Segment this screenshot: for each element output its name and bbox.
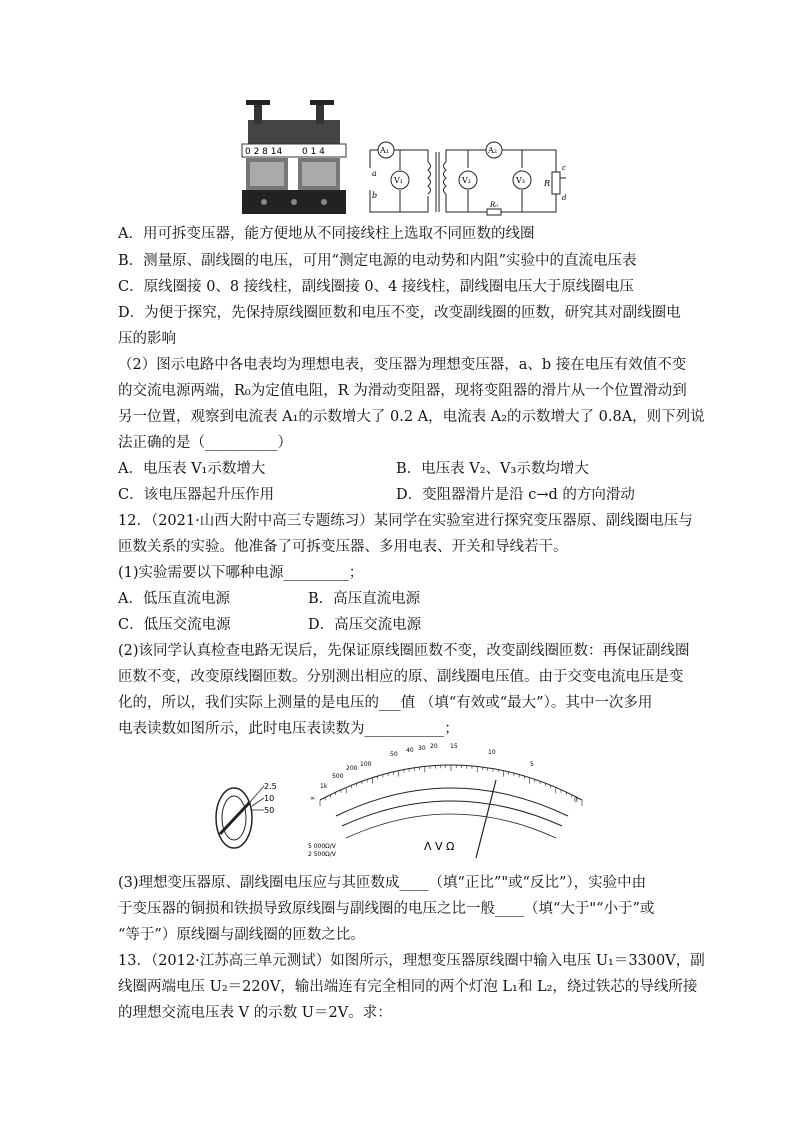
q13-line2: 线圈两端电压 U₂＝220V，输出端连有完全相同的两个灯泡 L₁和 L₂，绕过铁芯的导线所接 [118, 979, 698, 995]
q12-sub3-line3: “等于”）原线圈与副线圈的匝数之比。 [118, 927, 365, 943]
meter-scale-20: 20 [430, 743, 438, 750]
q12-sub1-option-a: A．低压直流电源 [118, 591, 230, 607]
transformer-photo [240, 98, 348, 216]
transformer-circuit-diagram [360, 132, 582, 220]
meter-label-5000: 5 000Ω/V [308, 843, 336, 850]
meter-symbols: Λ V Ω [424, 840, 455, 853]
circuit-b: b [372, 191, 378, 200]
q12-sub1-option-c: C．低压交流电源 [118, 617, 231, 633]
meter-scale-15: 15 [450, 743, 458, 750]
meter-scale-30: 30 [418, 745, 426, 752]
q12-sub1: (1)实验需要以下哪种电源_________； [118, 565, 364, 581]
q11-part2-option-a: A．电压表 V₁示数增大 [118, 461, 266, 477]
circuit-A2: A₂ [488, 146, 497, 155]
circuit-R: R [544, 179, 551, 188]
meter-label-2500: 2 500Ω/V [308, 851, 336, 858]
dial-label-50: 50 [264, 806, 275, 815]
q13-line1: 13．（2012·江苏高三单元测试）如图所示，理想变压器原线圈中输入电压 U₁＝3300V，副 [118, 953, 705, 969]
q12-sub2-line4: 电表读数如图所示，此时电压表读数为___________； [118, 721, 459, 737]
circuit-V3: V₃ [516, 176, 525, 185]
circuit-A1: A₁ [380, 146, 389, 155]
photo-terminals-right: 0 1 4 [302, 147, 325, 157]
q11-option-b: B．测量原、副线圈的电压，可用“测定电源的电动势和内阻”实验中的直流电压表 [118, 253, 637, 269]
circuit-c: c [562, 164, 566, 172]
circuit-R0: R₀ [490, 201, 499, 209]
photo-terminals-left: 0 2 8 14 [245, 147, 283, 157]
q12-heading-line2: 匝数关系的实验。他准备了可拆变压器、多用电表、开关和导线若干。 [118, 539, 568, 555]
meter-scale-0: 0 [574, 797, 578, 804]
q11-part2-option-b: B．电压表 V₂、V₃示数均增大 [396, 461, 589, 477]
q11-part2-option-c: C．该电压器起升压作用 [118, 487, 275, 503]
meter-scale-1k: 1k [320, 783, 328, 790]
multimeter-range-dial [212, 762, 284, 856]
meter-scale-100: 100 [360, 761, 372, 768]
meter-scale-500: 500 [332, 773, 344, 780]
q12-sub1-option-d: D．高压交流电源 [308, 617, 422, 633]
dial-label-10: 10 [264, 794, 275, 803]
meter-scale-200: 200 [346, 765, 358, 772]
q11-part2-line2: 的交流电源两端，R₀为定值电阻，R 为滑动变阻器，现将变阻器的滑片从一个位置滑动到 [118, 383, 687, 399]
dial-label-2-5: 2.5 [264, 782, 277, 791]
q13-line3: 的理想交流电压表 V 的示数 U＝2V。求： [118, 1005, 392, 1021]
q12-sub2-line3: 化的，所以，我们实际上测量的是电压的___值 （填“有效或“最大”）。其中一次多用 [118, 695, 653, 711]
meter-scale-10: 10 [488, 749, 496, 756]
meter-scale-40: 40 [406, 747, 414, 754]
meter-scale-50: 50 [390, 751, 398, 758]
q11-option-c: C．原线圈接 0、8 接线柱，副线圈接 0、4 接线柱，副线圈电压大于原线圈电压 [118, 279, 634, 295]
q12-sub3-line2: 于变压器的铜损和铁损导致原线圈与副线圈的电压之比一般____（填“大于"“小于”或 [118, 901, 655, 917]
circuit-V1: V₁ [394, 176, 403, 185]
q11-option-d-line2: 压的影响 [118, 331, 176, 347]
q12-sub2-line1: (2)该同学认真检查电路无误后，先保证原线圈匝数不变，改变副线圈匝数：再保证副线圈 [118, 643, 690, 659]
circuit-d: d [562, 194, 567, 202]
q12-heading-line1: 12．（2021·山西大附中高三专题练习）某同学在实验室进行探究变压器原、副线圈电压与 [118, 513, 693, 529]
meter-scale-inf: ∞ [310, 795, 315, 802]
meter-scale-5: 5 [530, 761, 534, 768]
circuit-V2: V₂ [462, 176, 471, 185]
q11-part2-option-d: D．变阻器滑片是沿 c→d 的方向滑动 [396, 487, 635, 503]
q12-sub1-option-b: B．高压直流电源 [308, 591, 421, 607]
q11-part2-line4: 法正确的是（__________） [118, 435, 292, 451]
q12-sub2-line2: 匝数不变，改变原线圈匝数。分别测出相应的原、副线圈电压值。由于交变电流电压是变 [118, 669, 684, 685]
circuit-a: a [372, 169, 377, 178]
q11-part2-line1: （2）图示电路中各电表均为理想电表，变压器为理想变压器，a、b 接在电压有效值不变 [118, 357, 687, 373]
q11-option-d-line1: D．为便于探究，先保持原线圈匝数和电压不变，改变副线圈的匝数，研究其对副线圈电 [118, 305, 681, 321]
q11-option-a: A．用可拆变压器，能方便地从不同接线柱上选取不同匝数的线圈 [118, 226, 535, 242]
multimeter-meter-face [306, 740, 596, 860]
q12-sub3-line1: (3)理想变压器原、副线圈电压应与其匝数成____（填“正比”"或“反比”），实验中由 [118, 875, 647, 891]
q11-part2-line3: 另一位置，观察到电流表 A₁的示数增大了 0.2 A，电流表 A₂的示数增大了 0.8A，则下列说 [118, 409, 705, 425]
